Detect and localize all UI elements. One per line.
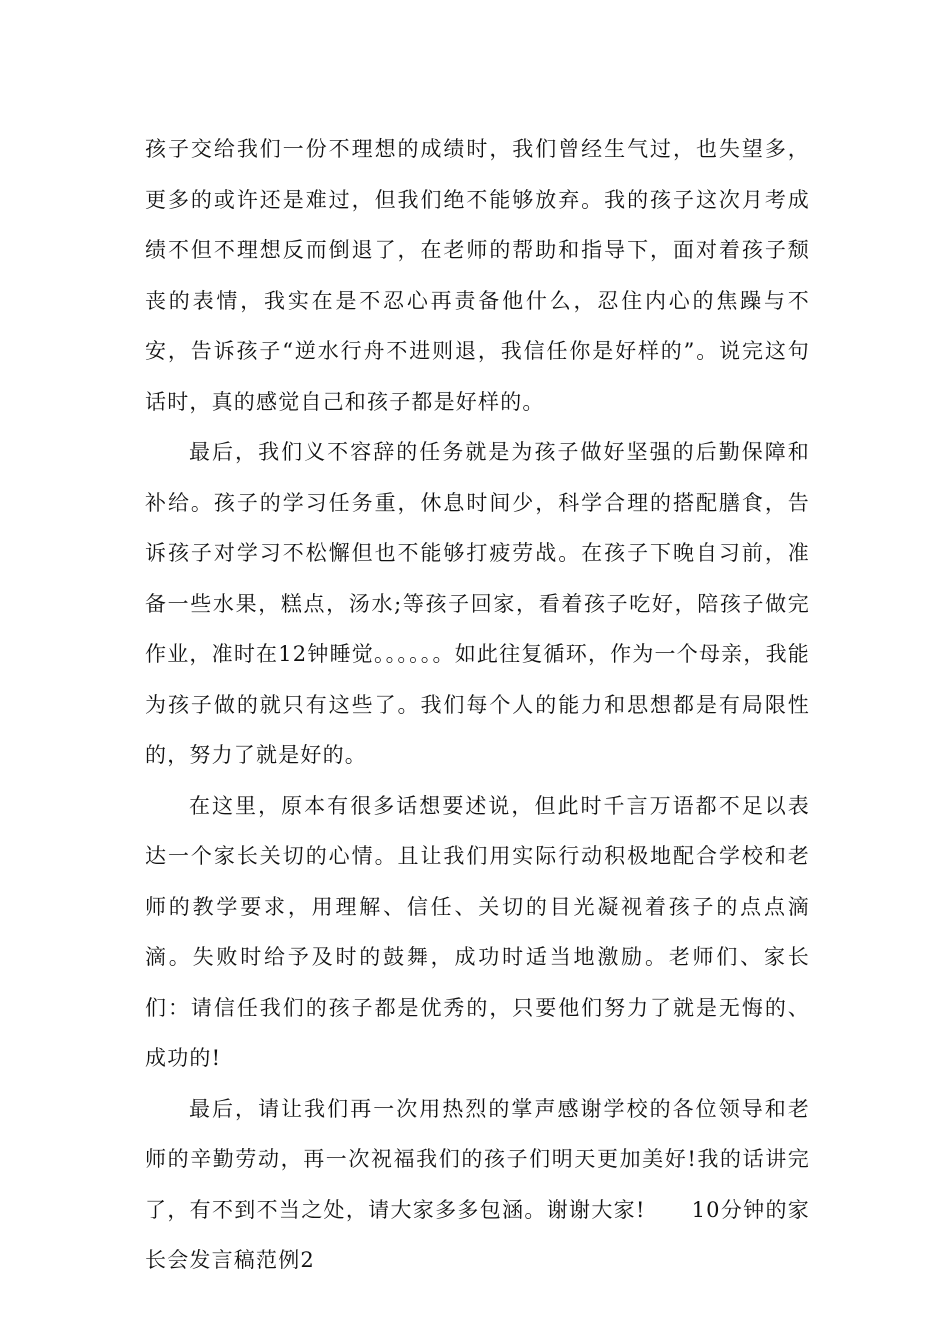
paragraph-4 bbox=[145, 1084, 810, 1286]
next-section-title: 10分钟的家长会发言稿范例2 bbox=[145, 1197, 810, 1272]
paragraph-2: 最后，我们义不容辞的任务就是为孩子做好坚强的后勤保障和补给。孩子的学习任务重，休息时间少，科学合理的搭配膳食，告诉孩子对学习不松懈但也不能够打疲劳战。在孩子下晚自习前，准备一些水果，糕点，汤水;等孩子回家，看着孩子吃好，陪孩子做完作业，准时在12钟睡觉。。。。。。如此往复循环，作为一个母亲，我能为孩子做的就只有这些了。我们每个人的能力和思想都是有局限性的，努力了就是好的。 bbox=[145, 440, 810, 767]
paragraph-3: 在这里，原本有很多话想要述说，但此时千言万语都不足以表达一个家长关切的心情。且让我们用实际行动积极地配合学校和老师的教学要求，用理解、信任、关切的目光凝视着孩子的点点滴滴。失败时给予及时的鼓舞，成功时适当地激励。老师们、家长们：请信任我们的孩子都是优秀的，只要他们努力了就是无悔的、成功的! bbox=[145, 793, 810, 1070]
paragraph-1: 孩子交给我们一份不理想的成绩时，我们曾经生气过，也失望多，更多的或许还是难过，但我们绝不能够放弃。我的孩子这次月考成绩不但不理想反而倒退了，在老师的帮助和指导下，面对着孩子颓丧的表情，我实在是不忍心再责备他什么，忍住内心的焦躁与不安，告诉孩子“逆水行舟不进则退，我信任你是好样的”。说完这句话时，真的感觉自己和孩子都是好样的。 bbox=[145, 137, 810, 414]
document-body bbox=[145, 124, 810, 1286]
paragraph-4-text: 最后，请让我们再一次用热烈的掌声感谢学校的各位领导和老师的辛勤劳动，再一次祝福我们的孩子们明天更加美好!我的话讲完了，有不到不当之处，请大家多多包涵。谢谢大家! bbox=[145, 1096, 810, 1222]
